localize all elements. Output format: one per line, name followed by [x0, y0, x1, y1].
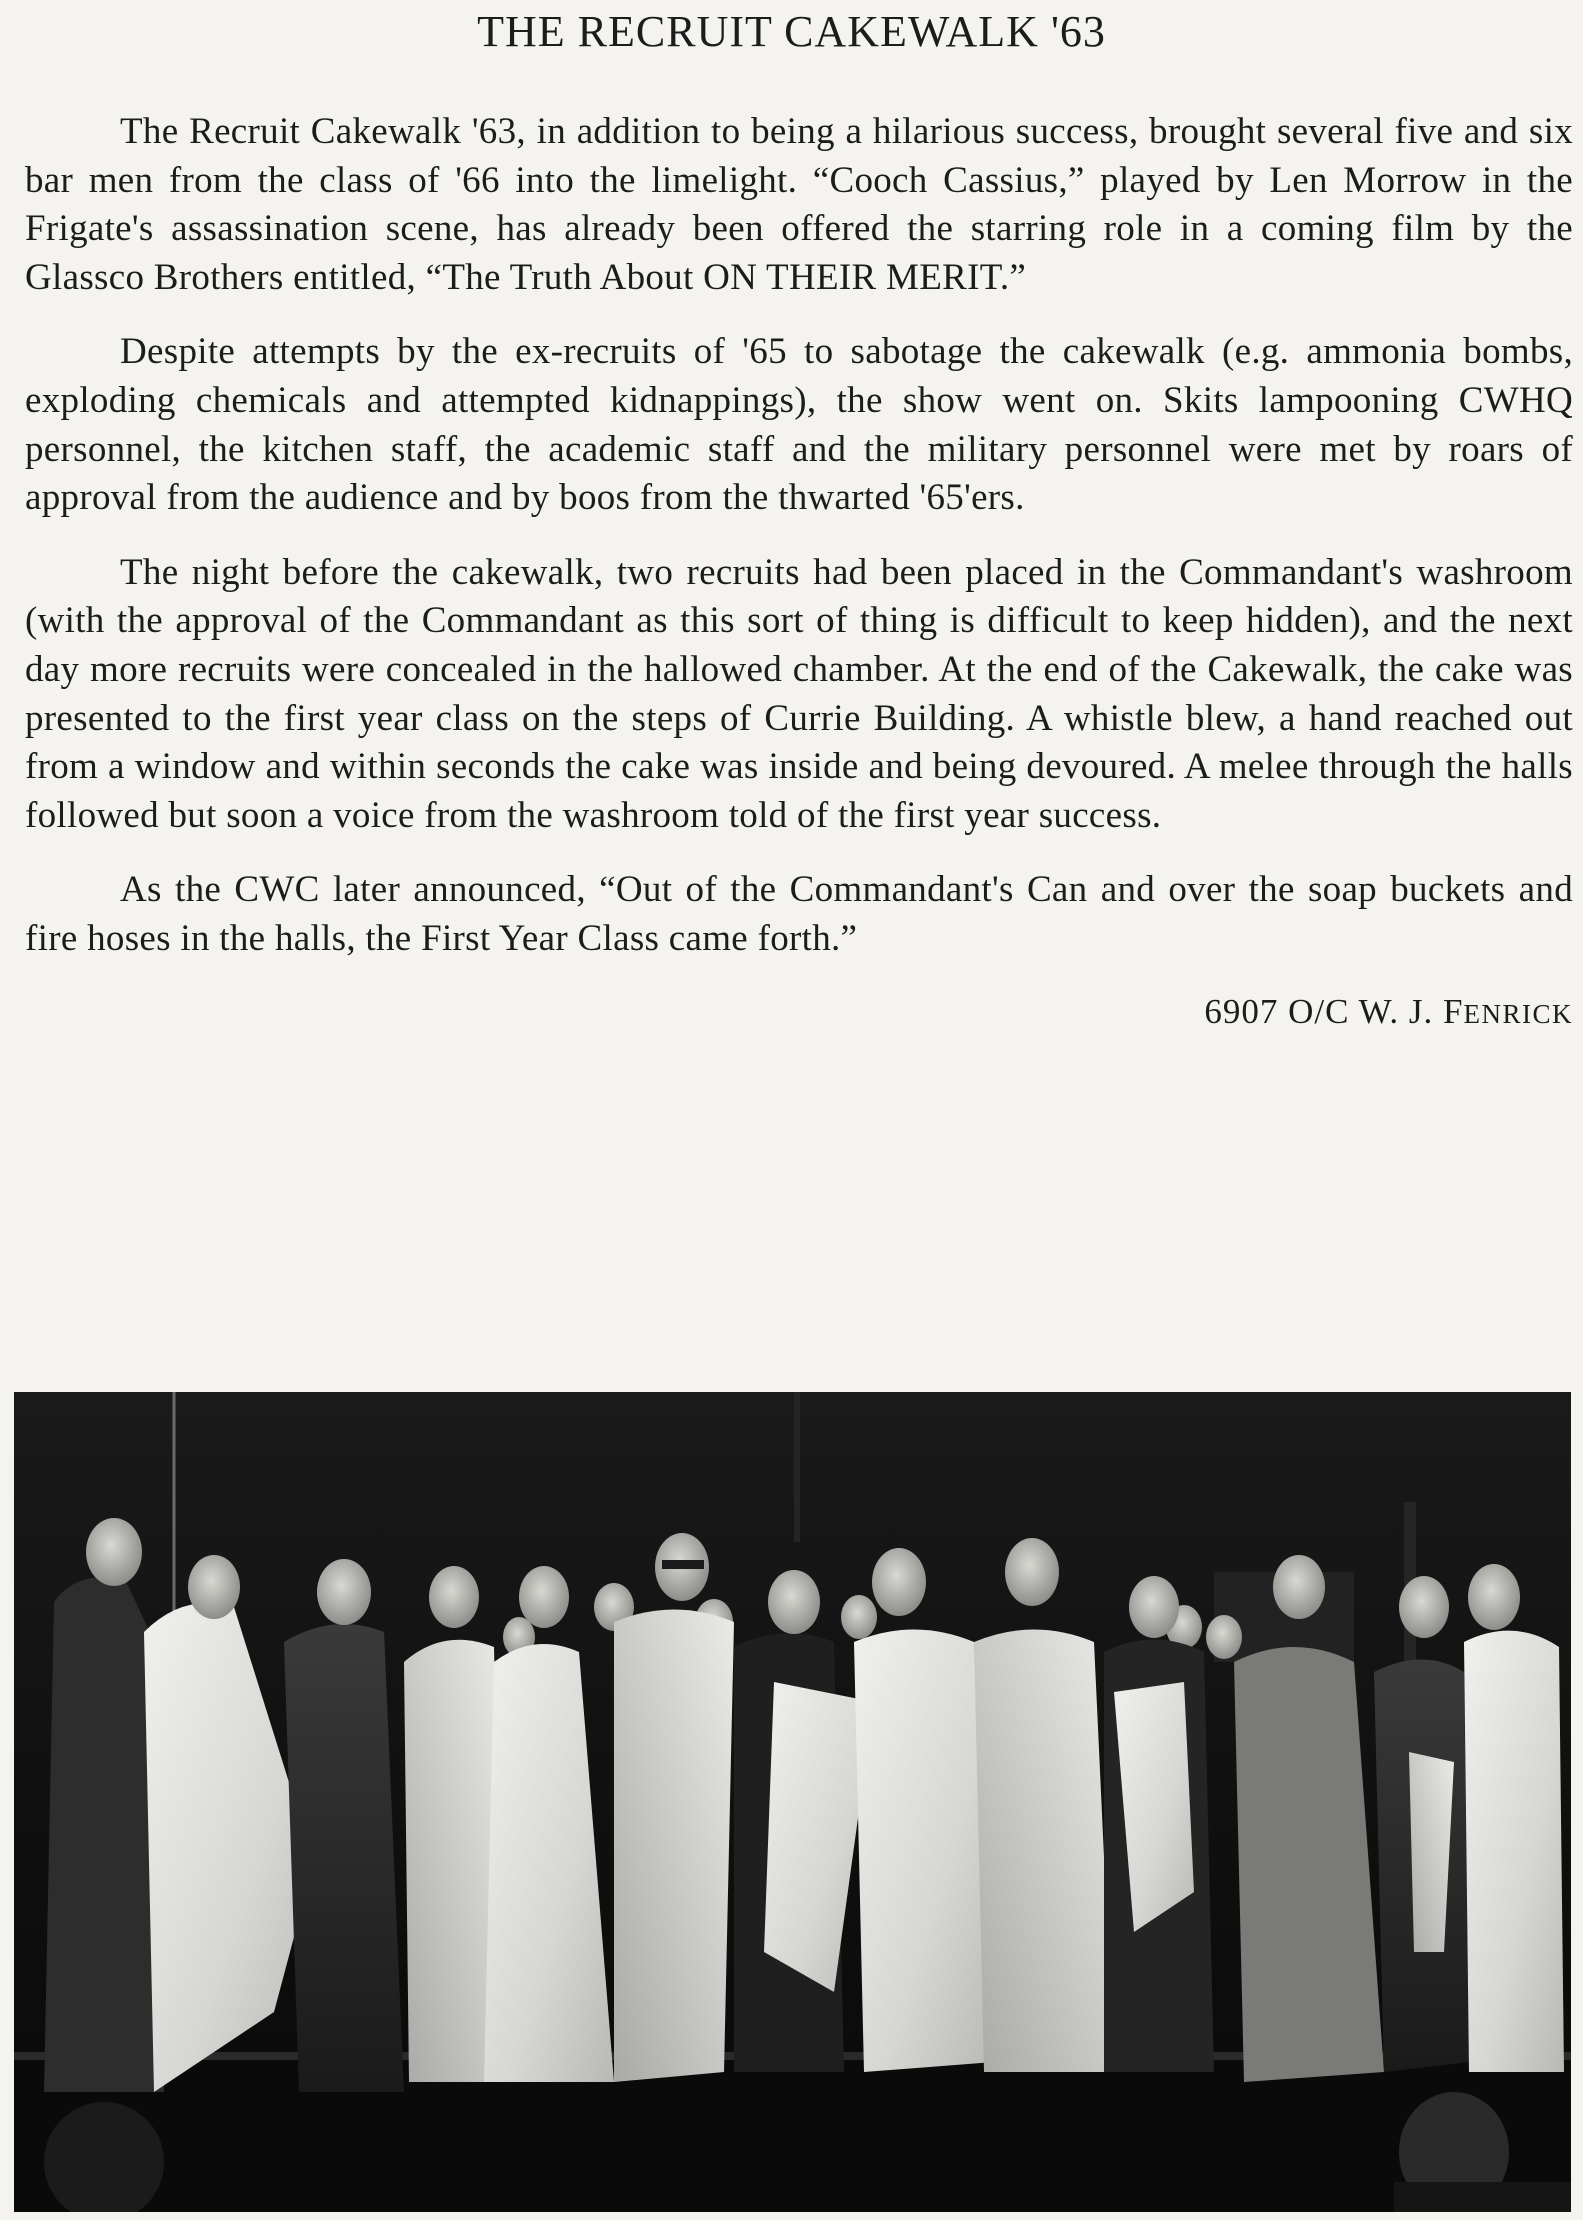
performer-robe: [974, 1630, 1114, 2073]
curtain-fold: [794, 1392, 800, 1542]
author-byline: [25, 988, 1573, 1038]
cakewalk-stage-photo: [14, 1392, 1571, 2212]
paragraph-sabotage: Despite attempts by the ex-recruits of '65 to sabotage the cakewalk (e.g. ammonia bombs, exploding chemicals and attempted kidnappings), the show went on. Skits lampooning CWHQ personnel, the kitchen staff, the academic staff and the military personnel were met by roars of approval from the audience and by boos from the thwarted '65'ers.: [25, 331, 1573, 519]
performer-head: [872, 1548, 926, 1616]
byline-surname-rest: ENRICK: [1463, 998, 1573, 1029]
performer-head: [188, 1555, 240, 1619]
byline-number: 6907 O/C W. J.: [1204, 991, 1434, 1031]
article-body: [25, 108, 1573, 1038]
performer-head: [1005, 1538, 1059, 1606]
performer-robe: [854, 1630, 994, 2073]
stage-photo-drawing: [14, 1392, 1571, 2212]
performer-robe: [284, 1624, 404, 2092]
background-head: [1206, 1615, 1242, 1659]
performer-head: [1399, 1576, 1449, 1638]
performer-head: [1129, 1576, 1179, 1638]
paragraph-announcement: As the CWC later announced, “Out of the Commandant's Can and over the soap buckets and fire hoses in the halls, the First Year Class came forth.”: [25, 869, 1573, 959]
glasses: [662, 1560, 704, 1569]
performer-head: [429, 1566, 479, 1628]
performer-head: [317, 1559, 371, 1625]
byline-surname-initial: F: [1443, 991, 1464, 1031]
paragraph-washroom: The night before the cakewalk, two recruits had been placed in the Commandant's washroom (with the approval of the Commandant as this sort of thing is difficult to keep hidden), and the next day more recruits were concealed in the hallowed chamber. At the end of the Cakewalk, the cake was presented to the first year class on the steps of Currie Building. A whistle blew, a hand reached out from a window and within seconds the cake was inside and being devoured. A melee through the halls followed but soon a voice from the washroom told of the first year success.: [25, 551, 1573, 836]
performer-robe: [1464, 1631, 1564, 2072]
stage-floor: [14, 2057, 1571, 2212]
background-head: [841, 1595, 877, 1639]
performer-head: [1273, 1555, 1325, 1619]
performer-head: [86, 1518, 142, 1586]
performer-robe: [614, 1610, 734, 2083]
performer-head: [519, 1566, 569, 1628]
paragraph-intro: The Recruit Cakewalk '63, in addition to being a hilarious success, brought several five and six bar men from the class of '66 into the limelight. “Cooch Cassius,” played by Len Morrow in the Frigate's assassination scene, has already been offered the starring role in a coming film by the Glassco Brothers entitled, “The Truth About ON THEIR MERIT.”: [25, 111, 1573, 298]
audience-shoulders: [1394, 2182, 1571, 2212]
performer-head: [1468, 1564, 1520, 1630]
performer-head: [768, 1570, 820, 1634]
page-title: THE RECRUIT CAKEWALK '63: [477, 7, 1106, 56]
